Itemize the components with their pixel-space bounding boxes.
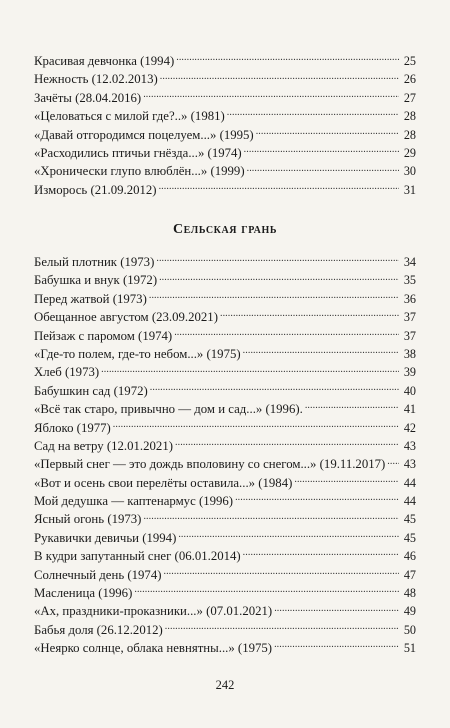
toc-entry-page: 39 xyxy=(403,365,416,380)
toc-entry xyxy=(34,271,416,289)
toc-entry xyxy=(34,144,416,162)
toc-entry-title: Масленица (1996) xyxy=(34,586,133,601)
toc-entry-page: 50 xyxy=(403,622,416,637)
dot-leader xyxy=(165,621,399,634)
dot-leader xyxy=(243,547,399,560)
dot-leader xyxy=(235,492,399,505)
toc-entry-title: «Вот и осень свои перелёты оставила...» (1984) xyxy=(34,475,293,490)
dot-leader xyxy=(163,566,399,579)
dot-leader xyxy=(159,181,399,194)
toc-entry xyxy=(34,529,416,547)
toc-entry-title: Нежность (12.02.2013) xyxy=(34,72,158,87)
toc-entry-title: Сад на ветру (12.01.2021) xyxy=(34,438,173,453)
toc-entry xyxy=(34,510,416,528)
toc-entry-page: 36 xyxy=(403,291,416,306)
toc-entry xyxy=(34,584,416,602)
toc-entry-title: «Первый снег — это дождь вполовину со снегом...» (19.11.2017) xyxy=(34,457,386,472)
dot-leader xyxy=(159,272,399,285)
toc-entry-page: 47 xyxy=(403,567,416,582)
toc-entry-page: 43 xyxy=(403,457,416,472)
toc-entry xyxy=(34,455,416,473)
toc-entry-title: Бабушкин сад (1972) xyxy=(34,383,148,398)
dot-leader xyxy=(160,71,399,84)
dot-leader xyxy=(247,163,399,176)
dot-leader xyxy=(174,327,399,340)
toc-entry-page: 45 xyxy=(403,512,416,527)
toc-entry-title: «Где-то полем, где-то небом...» (1975) xyxy=(34,346,241,361)
dot-leader xyxy=(256,126,399,139)
toc-entry-title: Солнечный день (1974) xyxy=(34,567,162,582)
dot-leader xyxy=(294,474,399,487)
dot-leader xyxy=(149,290,399,303)
toc-entry-title: «Давай отгородимся поцелуем...» (1995) xyxy=(34,127,254,142)
toc-entry-page: 49 xyxy=(403,604,416,619)
toc-entry-title: Пейзаж с паромом (1974) xyxy=(34,328,173,343)
dot-leader xyxy=(143,511,399,524)
toc-entry xyxy=(34,253,416,271)
toc-entry-page: 48 xyxy=(403,586,416,601)
dot-leader xyxy=(134,584,399,597)
toc-entry xyxy=(34,639,416,657)
toc-entry-page: 28 xyxy=(403,127,416,142)
toc-entry-page: 35 xyxy=(403,273,416,288)
toc-section-village xyxy=(34,253,416,658)
toc-entry-page: 29 xyxy=(403,145,416,160)
toc-entry-title: Бабушка и внук (1972) xyxy=(34,273,158,288)
toc-entry xyxy=(34,52,416,70)
toc-entry-title: Бабья доля (26.12.2012) xyxy=(34,622,163,637)
dot-leader xyxy=(220,308,399,321)
dot-leader xyxy=(244,144,399,157)
toc-entry xyxy=(34,70,416,88)
toc-entry xyxy=(34,126,416,144)
toc-entry-title: «Хронически глупо влюблён...» (1999) xyxy=(34,164,245,179)
toc-entry-title: «Ах, праздники-проказники...» (07.01.2021) xyxy=(34,604,273,619)
toc-entry xyxy=(34,327,416,345)
toc-entry-page: 31 xyxy=(403,182,416,197)
page-number: 242 xyxy=(215,678,235,692)
dot-leader xyxy=(101,364,399,377)
toc-entry-title: «Всё так старо, привычно — дом и сад...» (1996). xyxy=(34,402,303,417)
toc-entry-page: 41 xyxy=(403,402,416,417)
toc-entry-title: Яблоко (1977) xyxy=(34,420,111,435)
toc-entry xyxy=(34,89,416,107)
toc-entry-page: 43 xyxy=(403,438,416,453)
toc-entry-page: 42 xyxy=(403,420,416,435)
dot-leader xyxy=(387,456,399,469)
toc-entry-page: 46 xyxy=(403,549,416,564)
toc-entry-title: В кудри запутанный снег (06.01.2014) xyxy=(34,549,241,564)
toc-entry-title: Белый плотник (1973) xyxy=(34,255,155,269)
dot-leader xyxy=(150,382,399,395)
toc-entry-page: 44 xyxy=(403,475,416,490)
dot-leader xyxy=(178,529,399,542)
toc-entry-page: 37 xyxy=(403,310,416,325)
toc-entry-page: 25 xyxy=(403,54,416,68)
toc-entry-title: Перед жатвой (1973) xyxy=(34,291,147,306)
toc-entry xyxy=(34,437,416,455)
toc-entry xyxy=(34,290,416,308)
toc-entry-page: 38 xyxy=(403,346,416,361)
toc-entry-page: 27 xyxy=(403,90,416,105)
toc-entry-title: Ясный огонь (1973) xyxy=(34,512,142,527)
toc-entry xyxy=(34,474,416,492)
dot-leader xyxy=(175,437,399,450)
section-heading-text: Сельская грань xyxy=(172,222,278,237)
toc-entry xyxy=(34,308,416,326)
toc-entry xyxy=(34,547,416,565)
toc-entry-page: 34 xyxy=(403,255,416,269)
toc-entry-page: 30 xyxy=(403,164,416,179)
dot-leader xyxy=(113,419,399,432)
toc-entry-page: 26 xyxy=(403,72,416,87)
toc-entry xyxy=(34,382,416,400)
dot-leader xyxy=(143,89,399,102)
toc-entry-title: «Неярко солнце, облака невнятны...» (1975) xyxy=(34,641,273,656)
dot-leader xyxy=(274,639,399,652)
toc-entry-title: «Расходились птичьи гнёзда...» (1974) xyxy=(34,145,242,160)
toc-entry-page: 45 xyxy=(403,530,416,545)
dot-leader xyxy=(176,52,399,65)
toc-entry-page: 51 xyxy=(403,641,416,656)
toc-entry xyxy=(34,162,416,180)
toc-entry-page: 37 xyxy=(403,328,416,343)
toc-entry xyxy=(34,621,416,639)
toc-entry xyxy=(34,363,416,381)
toc-entry xyxy=(34,400,416,418)
toc-entry-title: Хлеб (1973) xyxy=(34,365,100,380)
toc-entry-title: Мой дедушка — каптенармус (1996) xyxy=(34,494,234,509)
toc-entry xyxy=(34,602,416,620)
toc-entry-title: Рукавички девичьи (1994) xyxy=(34,530,177,545)
toc-entry-title: Обещанное августом (23.09.2021) xyxy=(34,310,218,325)
toc-entry-title: Красивая девчонка (1994) xyxy=(34,54,175,68)
toc-entry xyxy=(34,107,416,125)
toc-entry-page: 28 xyxy=(403,109,416,124)
dot-leader xyxy=(227,107,399,120)
toc-entry xyxy=(34,181,416,199)
toc-entry xyxy=(34,419,416,437)
dot-leader xyxy=(274,603,399,616)
dot-leader xyxy=(243,345,399,358)
dot-leader xyxy=(305,400,399,413)
toc-entry-page: 40 xyxy=(403,383,416,398)
toc-entry xyxy=(34,566,416,584)
toc-entry xyxy=(34,345,416,363)
section-heading xyxy=(0,222,450,238)
dot-leader xyxy=(156,253,399,266)
toc-entry-title: «Целоваться с милой где?..» (1981) xyxy=(34,109,225,124)
toc-entry-title: Зачёты (28.04.2016) xyxy=(34,90,142,105)
toc-entry xyxy=(34,492,416,510)
toc-entry-title: Изморось (21.09.2012) xyxy=(34,182,157,197)
toc-section-love xyxy=(34,52,416,199)
toc-entry-page: 44 xyxy=(403,494,416,509)
